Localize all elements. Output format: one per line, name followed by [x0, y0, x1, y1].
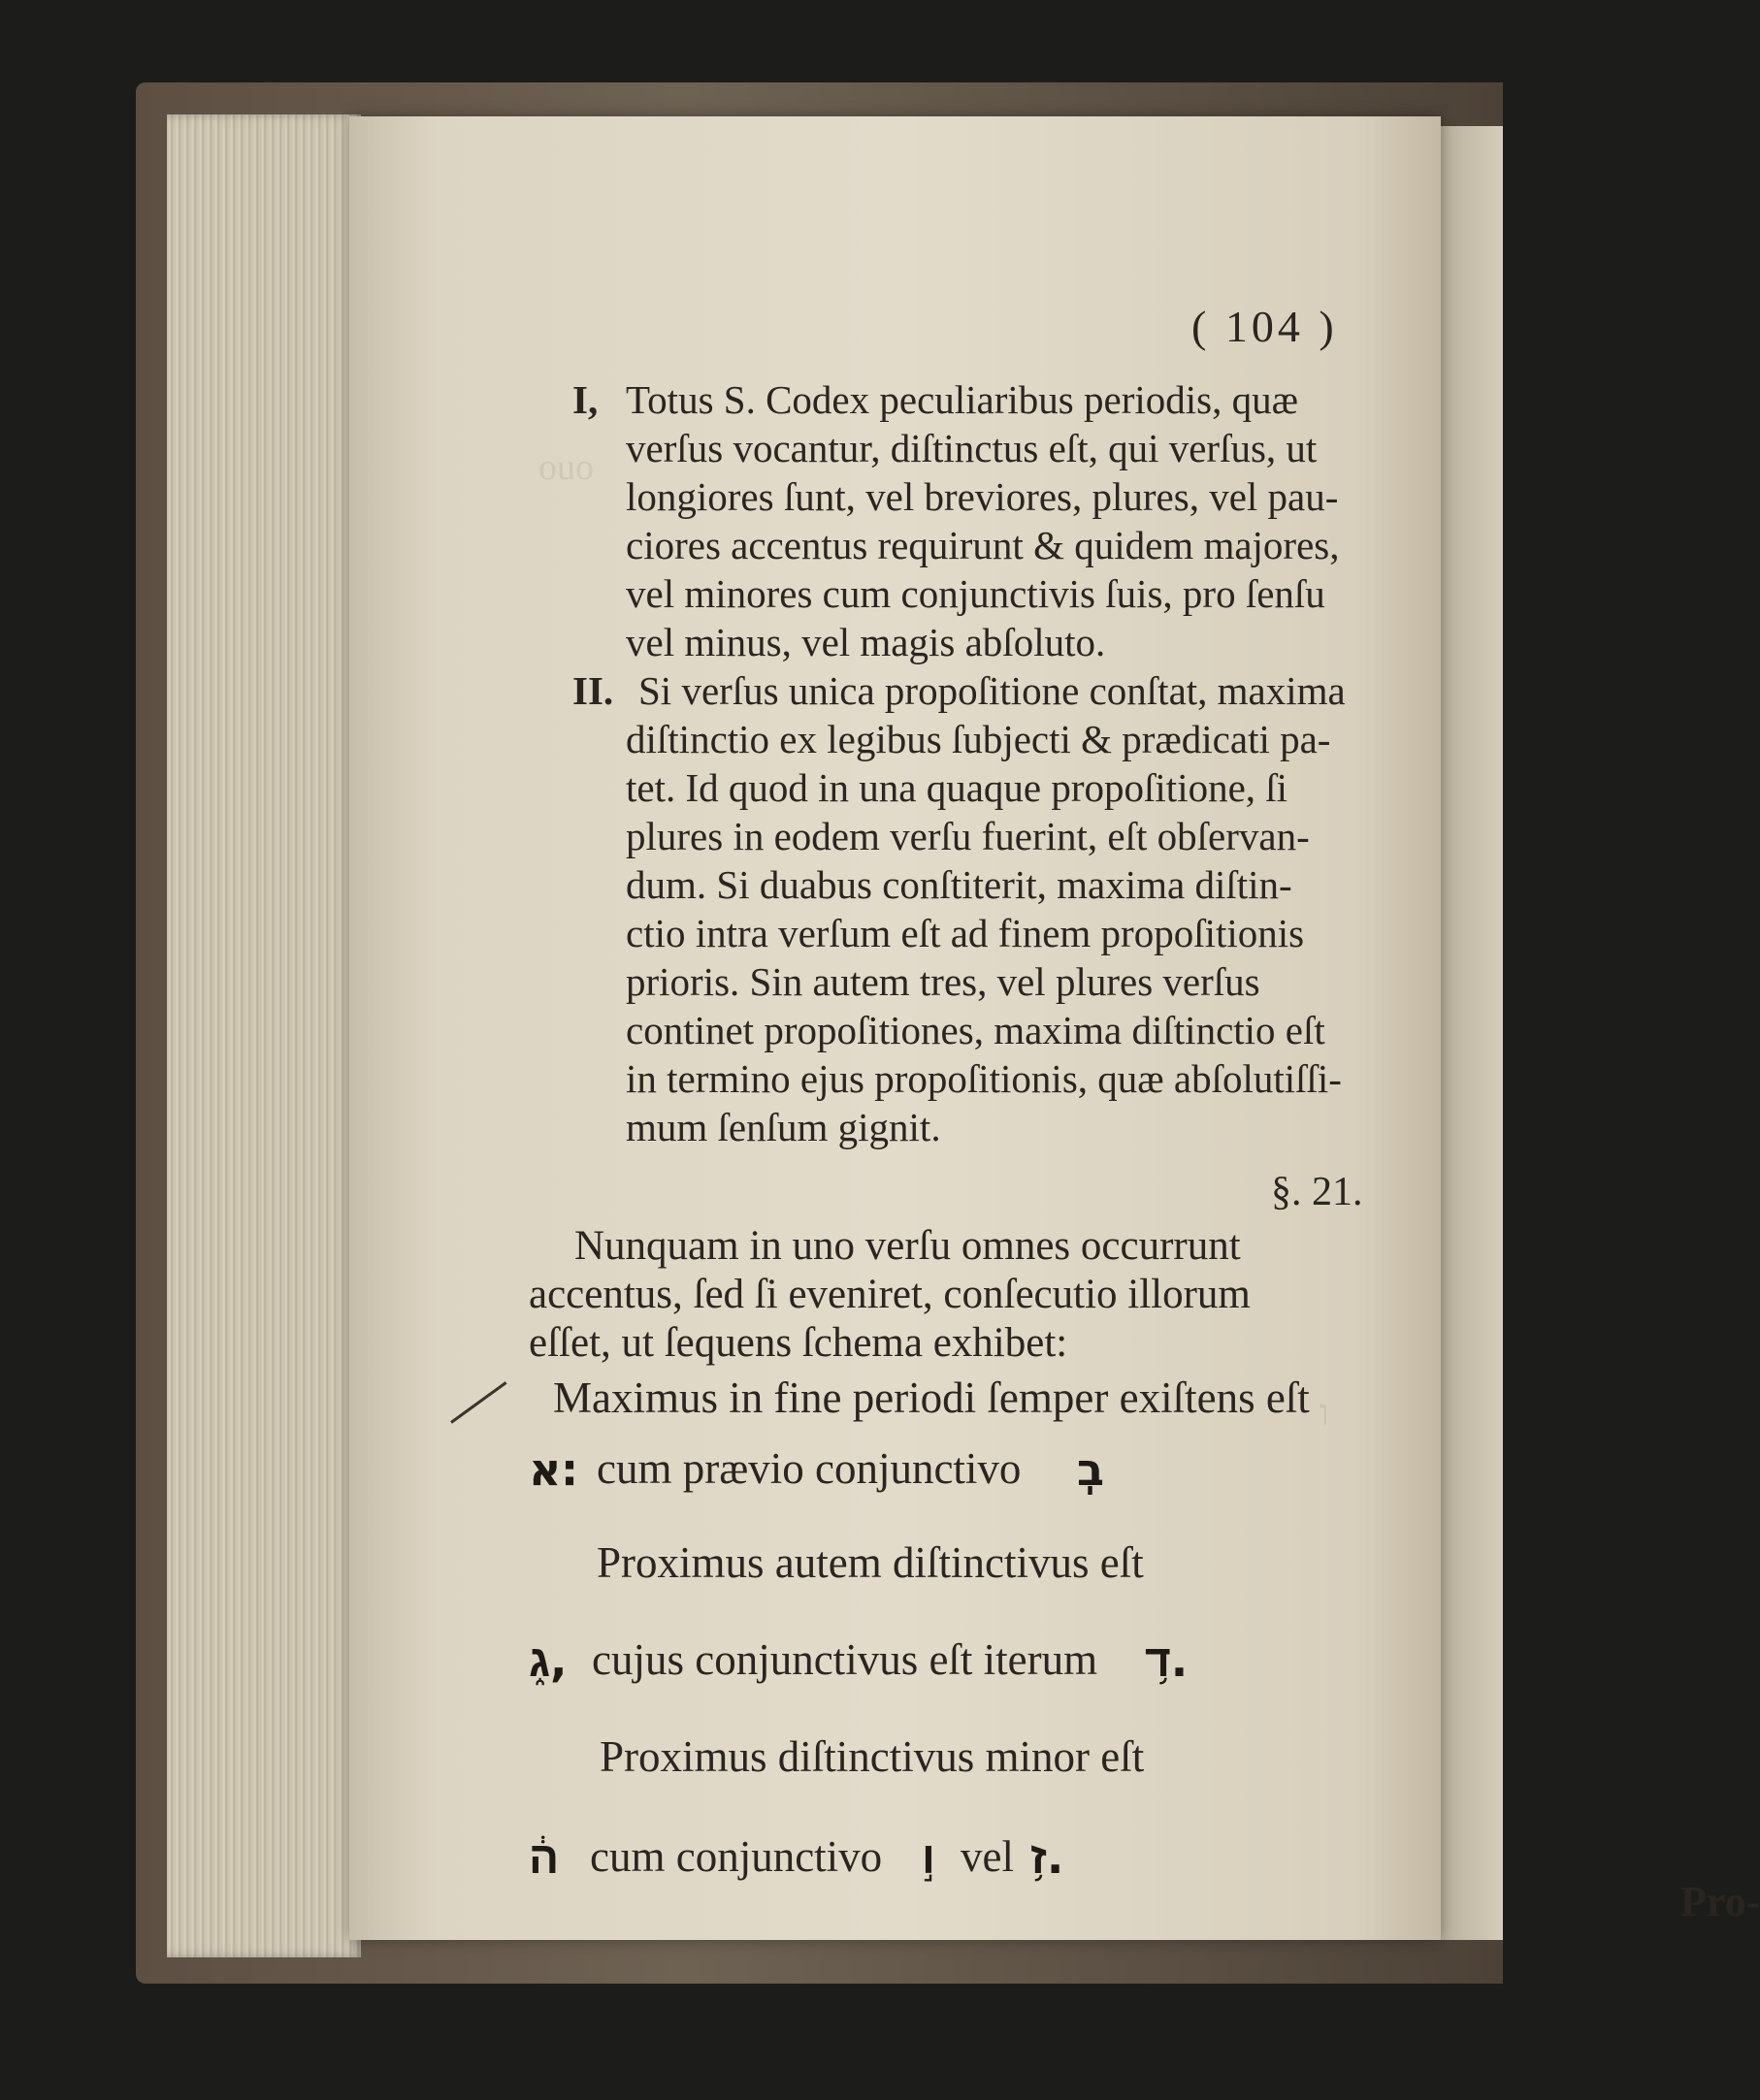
hebrew-accent-mark: ה֔: [529, 1831, 560, 1884]
paragraph-line: diſtinctio ex legibus ſubjecti & prædicati pa-: [626, 717, 1331, 761]
paragraph-line: plures in eodem verſu fuerint, eſt obſervan-: [626, 814, 1310, 858]
hebrew-accent-mark: ג֑,: [529, 1634, 568, 1687]
schema-line: Maximus in fine periodi ſemper exiſtens eſt: [553, 1373, 1310, 1422]
schema-line: cujus conjunctivus eſt iterum: [592, 1635, 1098, 1684]
paragraph-line: continet propoſitiones, maxima diſtinctio eſt: [626, 1008, 1325, 1052]
paragraph-line: verſus vocantur, diſtinctus eſt, qui verſus, ut: [626, 426, 1318, 470]
book-page: [349, 116, 1760, 1940]
paragraph-line: eſſet, ut ſequens ſchema exhibet:: [529, 1320, 1068, 1366]
paragraph-line: vel minus, vel magis abſoluto.: [626, 620, 1106, 664]
hebrew-accent-mark: ד֥.: [1145, 1634, 1189, 1687]
paragraph-line: longiores ſunt, vel breviores, plures, vel pau-: [626, 474, 1339, 519]
bleed-through-text: ו: [1320, 1393, 1329, 1434]
page-edges: [167, 114, 361, 1957]
paragraph-line: Si verſus unica propoſitione conſtat, maxima: [638, 668, 1346, 713]
paragraph-line: Nunquam in uno verſu omnes occurrunt: [574, 1223, 1241, 1269]
paragraph-line: dum. Si duabus conſtiterit, maxima diſtin-: [626, 862, 1292, 907]
paragraph-numeral: I,: [572, 377, 599, 422]
paragraph-line: ciores accentus requirunt & quidem majores,: [626, 523, 1340, 567]
paragraph-numeral: II.: [572, 668, 614, 713]
paragraph-line: ctio intra verſum eſt ad finem propoſitionis: [626, 911, 1305, 955]
section-heading: §. 21.: [1271, 1170, 1363, 1214]
hebrew-accent-mark: בֽ: [1077, 1443, 1105, 1496]
bleed-through-text: ouo: [538, 447, 594, 488]
schema-line: Proximus autem diſtinctivus eſt: [597, 1538, 1144, 1587]
pencil-mark: [450, 1381, 506, 1424]
hebrew-accent-mark: ו֣: [922, 1831, 935, 1884]
paragraph-line: prioris. Sin autem tres, vel plures verſus: [626, 959, 1260, 1004]
catchword: Pro-: [1680, 1878, 1760, 1925]
paragraph-line: mum ſenſum gignit.: [626, 1105, 941, 1149]
paragraph-line: tet. Id quod in una quaque propoſitione, ſi: [626, 765, 1288, 810]
hebrew-accent-mark: ׃א: [529, 1443, 578, 1496]
paragraph-line: vel minores cum conjunctivis ſuis, pro ſenſu: [626, 571, 1325, 616]
schema-line: cum conjunctivo: [590, 1832, 883, 1881]
schema-line: Proximus diſtinctivus minor eſt: [600, 1732, 1145, 1781]
page-number: ( 104 ): [1191, 302, 1338, 351]
paragraph-line: Totus S. Codex peculiaribus periodis, quæ: [626, 377, 1298, 422]
hebrew-accent-mark: ז֥.: [1030, 1831, 1064, 1884]
paragraph-line: accentus, ſed ſi eveniret, conſecutio illorum: [529, 1272, 1251, 1317]
facing-page-edge: [1436, 126, 1503, 1940]
schema-word: vel: [961, 1832, 1014, 1881]
schema-line: cum prævio conjunctivo: [597, 1444, 1022, 1493]
paragraph-line: in termino ejus propoſitionis, quæ abſolutiſſi-: [626, 1056, 1342, 1101]
